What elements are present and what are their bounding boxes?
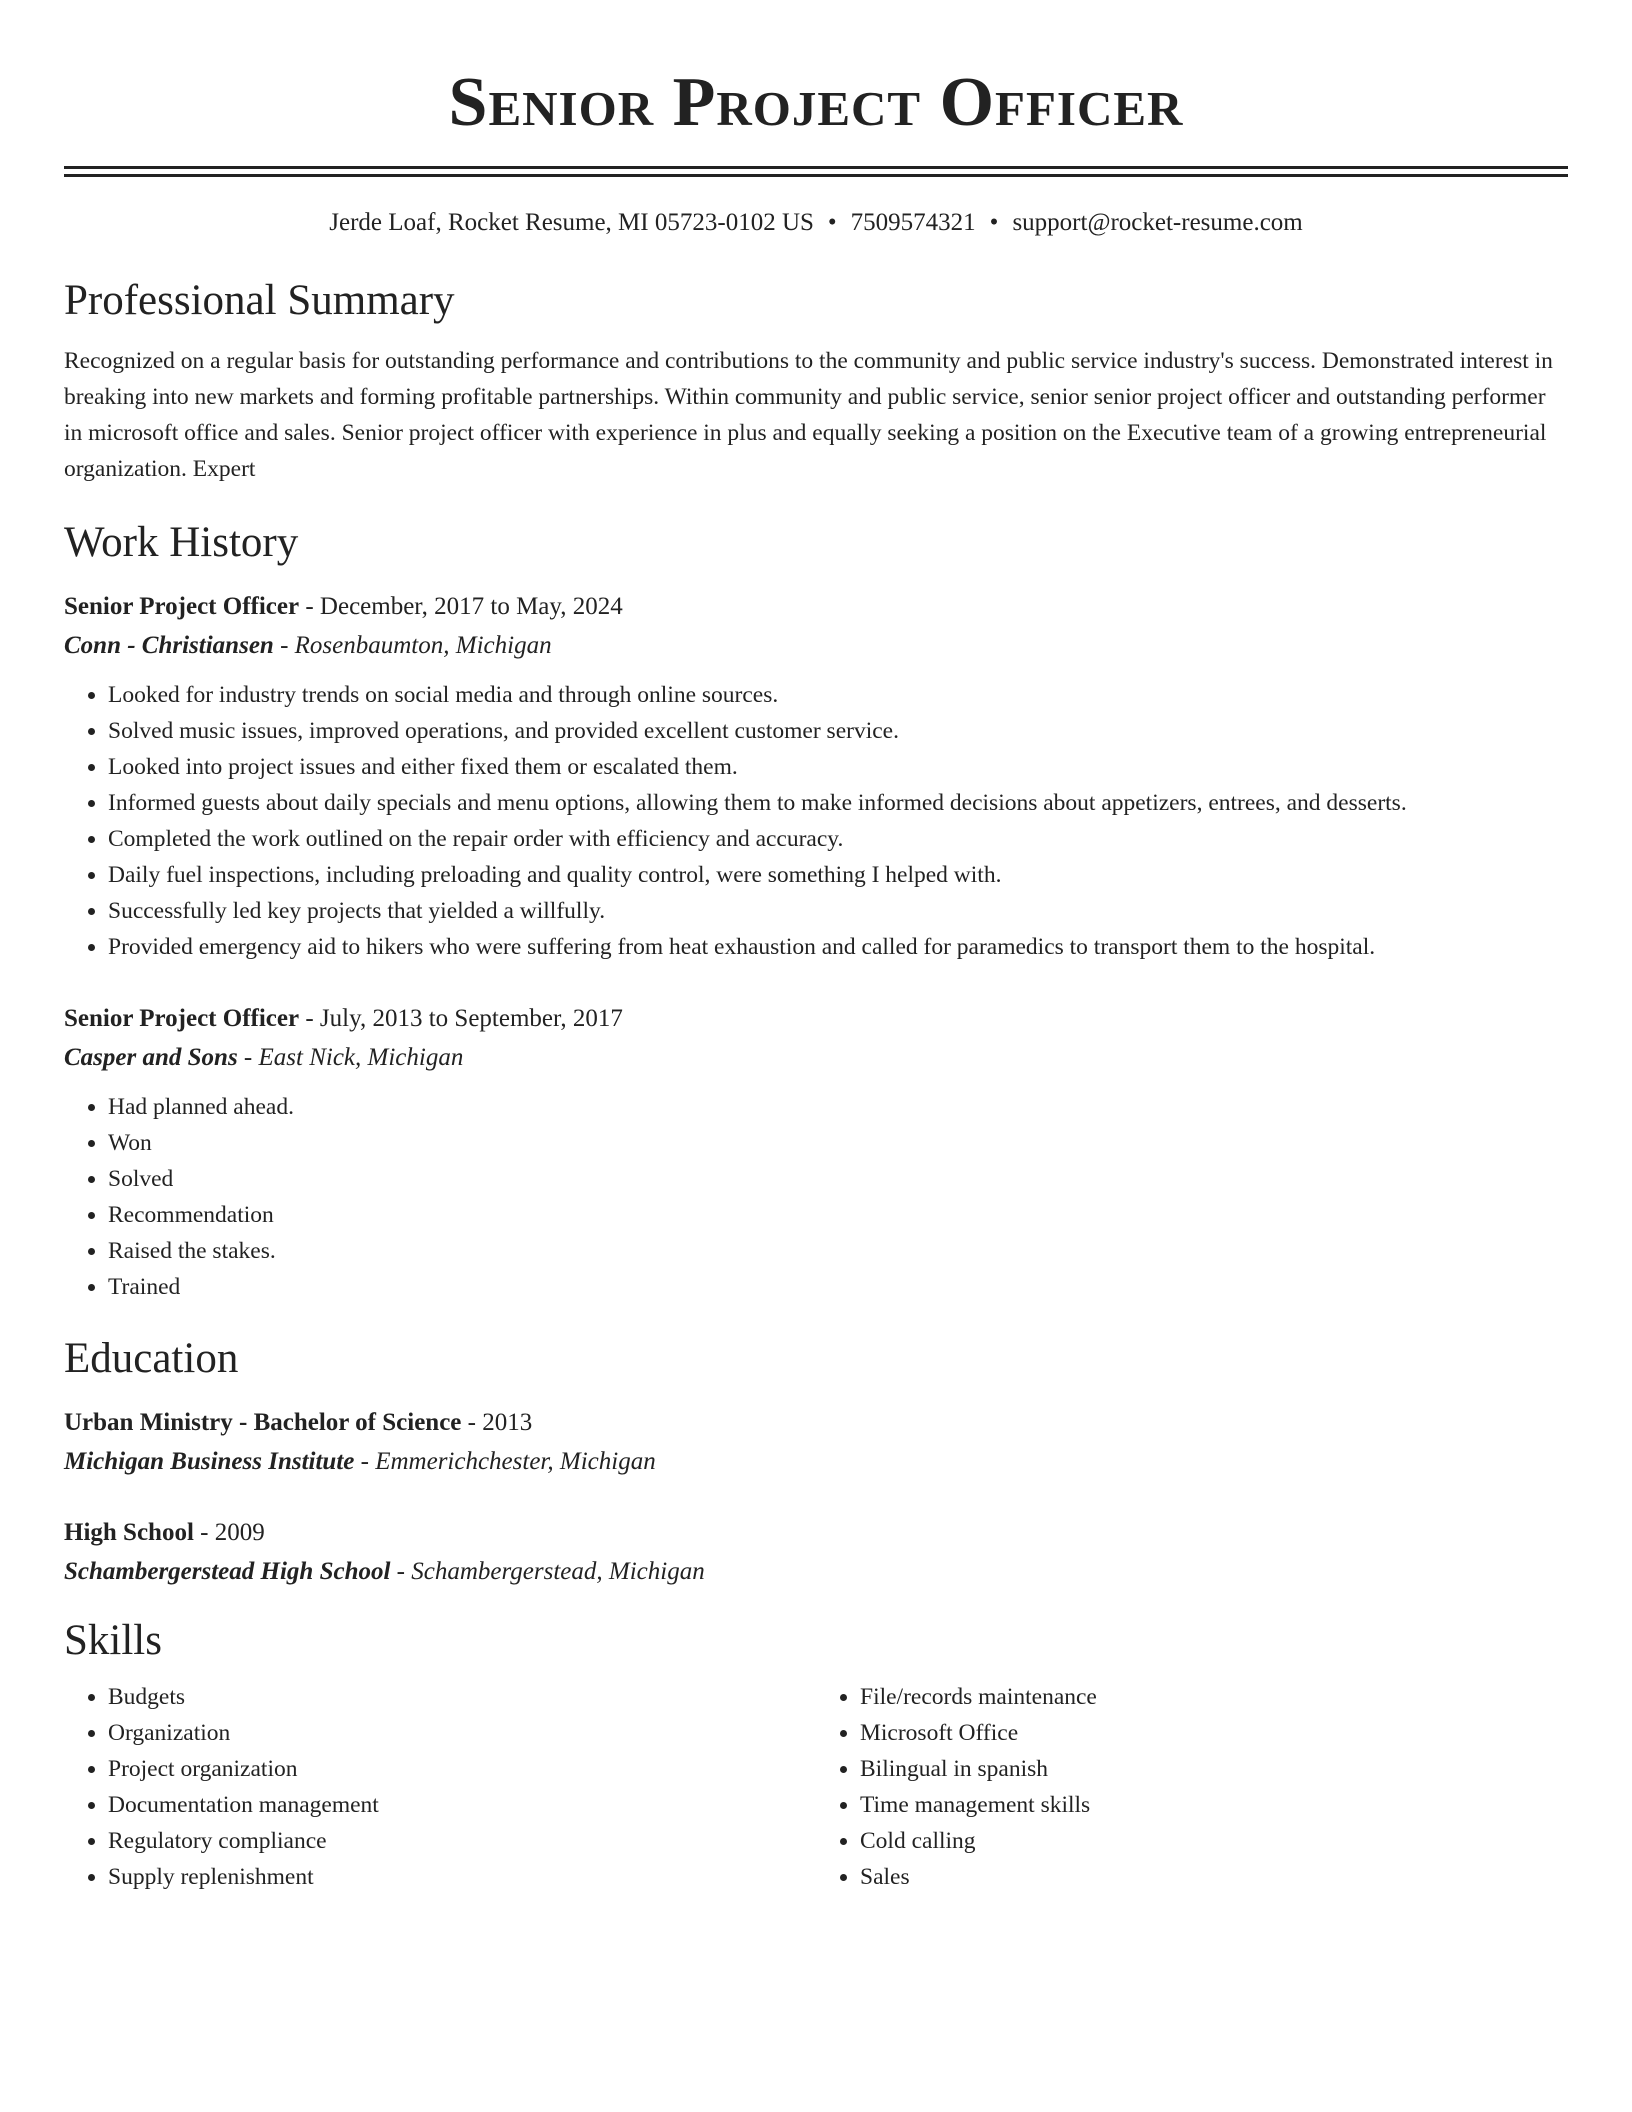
job-bullet: • Raised the stakes. xyxy=(108,1233,1568,1269)
job-title: Senior Project Officer xyxy=(64,593,300,620)
job-employer: Conn - Christiansen - Rosenbaumton, Michigan xyxy=(64,632,552,659)
job-bullet: • Solved music issues, improved operations, and provided excellent customer service. xyxy=(108,713,1568,749)
contact-email: support@rocket-resume.com xyxy=(1012,209,1303,236)
summary-text: Recognized on a regular basis for outstanding performance and contributions to the community and public service industry's success. Demonstrated interest in breaking into new markets and forming profitable partnerships. Within community and public service, senior senior project officer and outstanding performer in microsoft office and sales. Senior project officer with experience in plus and equally seeking a position on the Executive team of a growing entrepreneurial organization. Expert xyxy=(64,348,1553,482)
job-bullet: • Looked for industry trends on social media and through online sources. xyxy=(108,677,1568,713)
title-divider xyxy=(64,166,1568,177)
education-year: 2009 xyxy=(214,1519,265,1546)
education-school: Schambergerstead High School xyxy=(64,1558,391,1585)
job-bullet: • Solved xyxy=(108,1161,1568,1197)
education-heading: Education xyxy=(64,1335,239,1382)
job-employer: Casper and Sons - East Nick, Michigan xyxy=(64,1044,464,1071)
education-header: Urban Ministry - Bachelor of Science - 2013 xyxy=(64,1409,533,1436)
job-bullets xyxy=(64,1089,1568,1305)
job-dates: December, 2017 to May, 2024 xyxy=(319,593,623,620)
summary-heading: Professional Summary xyxy=(64,277,455,324)
skill-item: • File/records maintenance xyxy=(860,1679,1568,1715)
job-bullet: • Completed the work outlined on the repair order with efficiency and accuracy. xyxy=(108,821,1568,857)
job-bullets xyxy=(64,677,1568,965)
skill-item: • Regulatory compliance xyxy=(108,1823,816,1859)
job-location: Rosenbaumton, Michigan xyxy=(294,632,552,659)
contact-separator: • xyxy=(827,209,837,236)
job-header: Senior Project Officer - December, 2017 to May, 2024 xyxy=(64,593,623,620)
skill-item: • Bilingual in spanish xyxy=(860,1751,1568,1787)
education-entry xyxy=(64,1403,1568,1481)
contact-line xyxy=(64,207,1568,239)
contact-address: Jerde Loaf, Rocket Resume, MI 05723-0102 US xyxy=(329,209,814,236)
skill-item: • Organization xyxy=(108,1715,816,1751)
skills-list xyxy=(64,1679,1568,1895)
skill-item: • Budgets xyxy=(108,1679,816,1715)
education-location: Schambergerstead, Michigan xyxy=(411,1558,705,1585)
skill-item: • Project organization xyxy=(108,1751,816,1787)
education-header: High School - 2009 xyxy=(64,1519,265,1546)
job-location: East Nick, Michigan xyxy=(258,1044,464,1071)
job-bullet: • Informed guests about daily specials and menu options, allowing them to make informed decisions about appetizers, entrees, and desserts. xyxy=(108,785,1568,821)
job-bullet: • Daily fuel inspections, including preloading and quality control, were something I helped with. xyxy=(108,857,1568,893)
education-institution: Michigan Business Institute - Emmerichchester, Michigan xyxy=(64,1448,656,1475)
education-location: Emmerichchester, Michigan xyxy=(375,1448,656,1475)
education-school: Michigan Business Institute xyxy=(64,1448,355,1475)
job-bullet: • Had planned ahead. xyxy=(108,1089,1568,1125)
contact-separator: • xyxy=(989,209,999,236)
skill-item: • Documentation management xyxy=(108,1787,816,1823)
page-title: Senior Project Officer xyxy=(448,64,1184,141)
education-degree: High School xyxy=(64,1519,194,1546)
job-dates: July, 2013 to September, 2017 xyxy=(319,1005,623,1032)
job-company: Conn - Christiansen xyxy=(64,632,274,659)
job-bullet: • Trained xyxy=(108,1269,1568,1305)
skill-item: • Sales xyxy=(860,1859,1568,1895)
education-entry xyxy=(64,1513,1568,1591)
job-bullet: • Successfully led key projects that yielded a willfully. xyxy=(108,893,1568,929)
education-institution: Schambergerstead High School - Schambergerstead, Michigan xyxy=(64,1558,705,1585)
skill-item: • Supply replenishment xyxy=(108,1859,816,1895)
job-entry xyxy=(64,587,1568,965)
work-history-heading: Work History xyxy=(64,519,299,566)
education-degree: Urban Ministry - Bachelor of Science xyxy=(64,1409,462,1436)
skills-column-left xyxy=(64,1679,816,1895)
skills-column-right xyxy=(816,1679,1568,1895)
skills-heading: Skills xyxy=(64,1617,162,1664)
skill-item: • Cold calling xyxy=(860,1823,1568,1859)
skill-item: • Microsoft Office xyxy=(860,1715,1568,1751)
contact-phone: 7509574321 xyxy=(850,209,976,236)
job-bullet: • Recommendation xyxy=(108,1197,1568,1233)
education-year: 2013 xyxy=(482,1409,533,1436)
job-title: Senior Project Officer xyxy=(64,1005,300,1032)
job-header: Senior Project Officer - July, 2013 to September, 2017 xyxy=(64,1005,623,1032)
job-bullet: • Provided emergency aid to hikers who were suffering from heat exhaustion and called for paramedics to transport them to the hospital. xyxy=(108,929,1568,965)
job-entry xyxy=(64,999,1568,1305)
job-company: Casper and Sons xyxy=(64,1044,238,1071)
job-bullet: • Looked into project issues and either fixed them or escalated them. xyxy=(108,749,1568,785)
skill-item: • Time management skills xyxy=(860,1787,1568,1823)
job-bullet: • Won xyxy=(108,1125,1568,1161)
